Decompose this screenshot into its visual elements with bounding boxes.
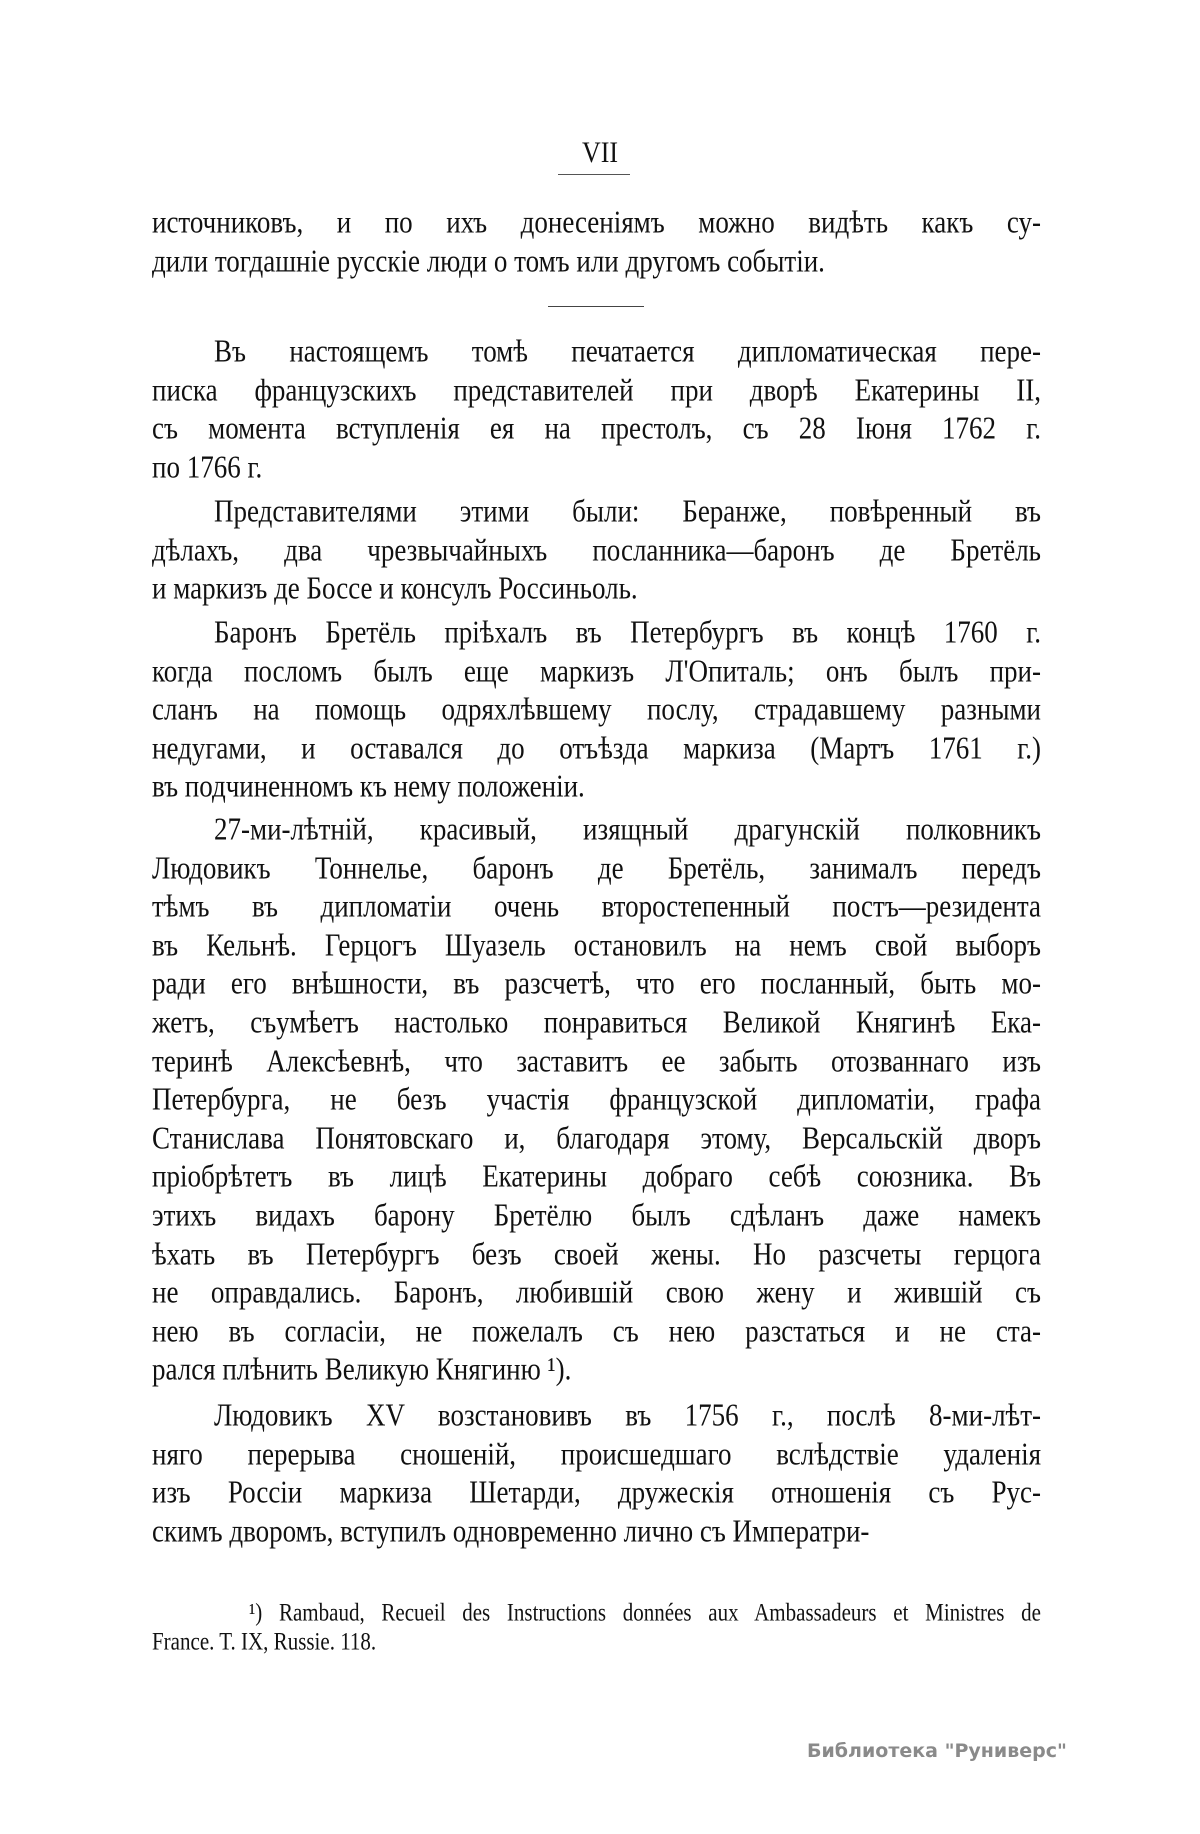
- text-line: источниковъ, и по ихъ донесеніямъ можно видѣть какъ су-: [152, 204, 1041, 240]
- text-line: писка французскихъ представителей при дворѣ Екатерины II,: [152, 371, 1041, 408]
- footnote-line: France. T. IX, Russie. 118.: [152, 1626, 377, 1656]
- text-line: пріобрѣтетъ въ лицѣ Екатерины добраго себѣ союзника. Въ: [152, 1158, 1041, 1194]
- text-line: Представителями этими были: Беранже, повѣренный въ: [214, 493, 1041, 529]
- text-line: сланъ на помощь одряхлѣвшему послу, страдавшему разными: [152, 691, 1041, 727]
- text-line: дѣлахъ, два чрезвычайныхъ посланника—баронъ де Бретёль: [152, 531, 1041, 568]
- text-line: дили тогдашніе русскіе люди о томъ или другомъ событіи.: [152, 242, 825, 279]
- page-number-rule: [558, 174, 630, 175]
- text-line: не оправдались. Баронъ, любившій свою жену и жившій съ: [152, 1274, 1041, 1310]
- text-line: и маркизъ де Боссе и консулъ Россиньоль.: [152, 570, 638, 606]
- text-line: теринѣ Алексѣевнѣ, что заставитъ ее забыть отозваннаго изъ: [152, 1042, 1041, 1079]
- text-line: съ момента вступленія ея на престолъ, съ 28 Іюня 1762 г.: [152, 410, 1041, 446]
- text-line: этихъ видахъ барону Бретёлю былъ сдѣланъ даже намекъ: [152, 1197, 1041, 1233]
- text-line: недугами, и оставался до отъѣзда маркиза (Мартъ 1761 г.): [152, 730, 1041, 766]
- text-line: тѣмъ въ дипломатіи очень второстепенный постъ—резидента: [152, 888, 1041, 924]
- text-line: въ подчиненномъ къ нему положеніи.: [152, 768, 585, 805]
- text-line: Станислава Понятовскаго и, благодаря этому, Версальскій дворъ: [152, 1119, 1041, 1156]
- section-separator: [548, 306, 644, 307]
- library-watermark: Библиотека "Руниверс": [807, 1740, 1067, 1762]
- text-line: Людовикъ Тоннелье, баронъ де Бретёль, занималъ передъ: [152, 849, 1041, 886]
- text-line: по 1766 г.: [152, 449, 263, 485]
- text-line: рался плѣнить Великую Княгиню ¹).: [152, 1351, 572, 1387]
- footnote-line: ¹) Rambaud, Recueil des Instructions données aux Ambassadeurs et Ministres de: [249, 1597, 1041, 1627]
- text-line: въ Кельнѣ. Герцогъ Шуазель остановилъ на немъ свой выборъ: [152, 927, 1041, 963]
- text-line: Баронъ Бретёль пріѣхалъ въ Петербургъ въ концѣ 1760 г.: [214, 614, 1041, 650]
- text-line: Петербурга, не безъ участія французской дипломатіи, графа: [152, 1081, 1041, 1117]
- paragraph: [152, 332, 1041, 486]
- paragraph: [152, 203, 1041, 280]
- text-line: ѣхать въ Петербургъ безъ своей жены. Но разсчеты герцога: [152, 1235, 1041, 1272]
- text-line: няго перерыва сношеній, происшедшаго вслѣдствіе удаленія: [152, 1435, 1041, 1472]
- text-line: 27-ми-лѣтній, красивый, изящный драгунскій полковникъ: [214, 811, 1041, 847]
- paragraph: [152, 810, 1041, 1389]
- text-line: изъ Россіи маркиза Шетарди, дружескія отношенія съ Рус-: [152, 1474, 1041, 1510]
- paragraph: [152, 492, 1041, 608]
- text-line: нею въ согласіи, не пожелалъ съ нею разстаться и не ста-: [152, 1312, 1041, 1349]
- text-line: жетъ, съумѣетъ настолько понравиться Великой Княгинѣ Ека-: [152, 1004, 1041, 1040]
- text-line: Людовикъ XV возстановивъ въ 1756 г., послѣ 8-ми-лѣт-: [214, 1397, 1041, 1433]
- text-line: ради его внѣшности, въ разсчетѣ, что его посланный, быть мо-: [152, 965, 1041, 1002]
- text-line: Въ настоящемъ томѣ печатается дипломатическая пере-: [214, 333, 1041, 369]
- paragraph: [152, 613, 1041, 806]
- footnote: [152, 1598, 1041, 1656]
- paragraph: [152, 1396, 1041, 1550]
- text-line: скимъ дворомъ, вступилъ одновременно лично съ Императри-: [152, 1513, 870, 1549]
- page-number: VII: [581, 135, 619, 170]
- text-line: когда посломъ былъ еще маркизъ Л'Опиталь; онъ былъ при-: [152, 652, 1041, 689]
